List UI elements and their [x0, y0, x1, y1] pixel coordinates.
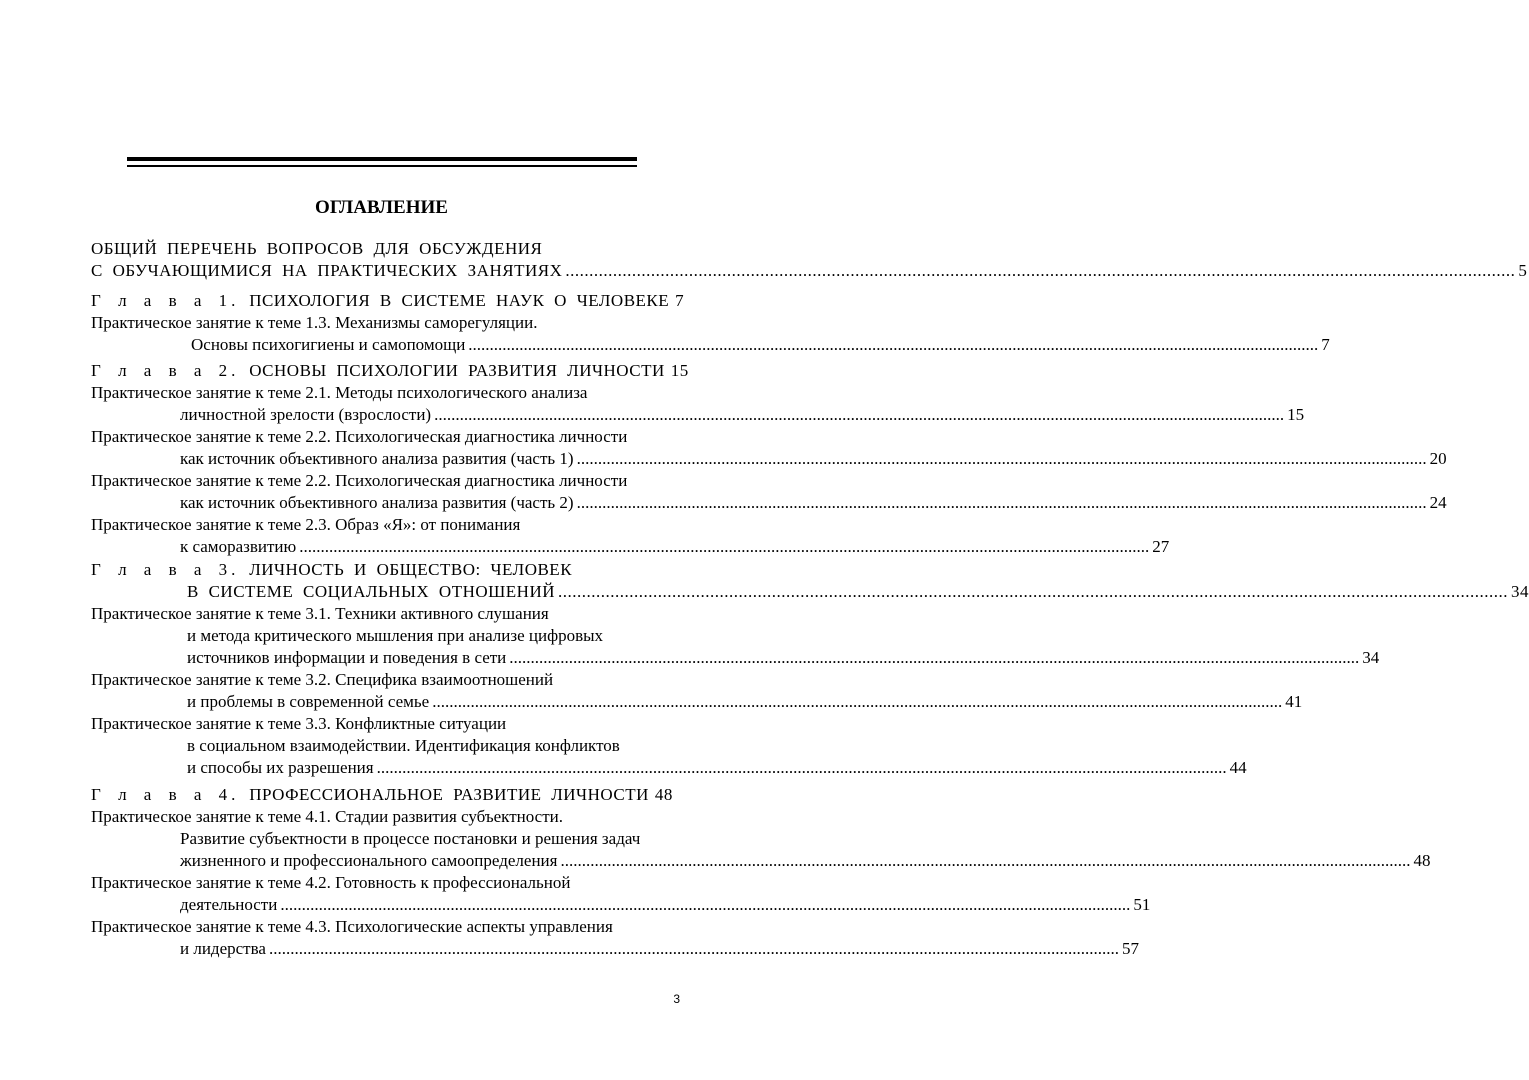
- dot-leader: ........................................................................................................................................................................................................: [576, 449, 1427, 468]
- toc-practice-3-1-cont-2[interactable]: источников информации и поведения в сети ........................................................................................................................................................................................................ 34: [187, 648, 1380, 667]
- toc-chapter-2[interactable]: Г л а в а 2. ОСНОВЫ ПСИХОЛОГИИ РАЗВИТИЯ ЛИЧНОСТИ 15: [91, 361, 689, 380]
- page-ref: 41: [1285, 692, 1303, 711]
- page-ref: 48: [1413, 851, 1431, 870]
- page-number: 3: [673, 992, 680, 1006]
- toc-practice-2-2a: Практическое занятие к теме 2.2. Психологическая диагностика личности: [91, 427, 628, 446]
- dot-leader: ........................................................................................................................................................................................................: [432, 692, 1283, 711]
- dot-leader: ........................................................................................................................................................................................................: [576, 493, 1427, 512]
- toc-chapter-4[interactable]: Г л а в а 4. ПРОФЕССИОНАЛЬНОЕ РАЗВИТИЕ ЛИЧНОСТИ 48: [91, 785, 673, 804]
- page-ref: 20: [1429, 449, 1447, 468]
- toc-practice-4-3: Практическое занятие к теме 4.3. Психологические аспекты управления: [91, 917, 613, 936]
- toc-practice-4-1: Практическое занятие к теме 4.1. Стадии развития субъектности.: [91, 807, 563, 826]
- toc-practice-2-2b-cont[interactable]: как источник объективного анализа развития (часть 2) ........................................................................................................................................................................................................ 24: [180, 493, 1447, 512]
- toc-intro-line-1: ОБЩИЙ ПЕРЕЧЕНЬ ВОПРОСОВ ДЛЯ ОБСУЖДЕНИЯ: [91, 239, 543, 258]
- page-ref: 27: [1152, 537, 1170, 556]
- toc-practice-4-2: Практическое занятие к теме 4.2. Готовность к профессиональной: [91, 873, 571, 892]
- toc-practice-2-3: Практическое занятие к теме 2.3. Образ «Я»: от понимания: [91, 515, 521, 534]
- page-ref: 7: [675, 291, 685, 310]
- page-ref: 7: [1321, 335, 1330, 354]
- toc-chapter-3-cont[interactable]: В СИСТЕМЕ СОЦИАЛЬНЫХ ОТНОШЕНИЙ ........................................................................................................................................................................................................ 34: [187, 582, 1529, 601]
- dot-leader: ........................................................................................................................................................................................................: [268, 939, 1119, 958]
- toc-practice-3-1: Практическое занятие к теме 3.1. Техники активного слушания: [91, 604, 549, 623]
- toc-chapter-3: Г л а в а 3. ЛИЧНОСТЬ И ОБЩЕСТВО: ЧЕЛОВЕК: [91, 560, 573, 579]
- toc-practice-4-2-cont[interactable]: деятельности ........................................................................................................................................................................................................ 51: [180, 895, 1151, 914]
- toc-entry-intro[interactable]: С ОБУЧАЮЩИМИСЯ НА ПРАКТИЧЕСКИХ ЗАНЯТИЯХ ........................................................................................................................................................................................................ 5: [91, 261, 1528, 280]
- toc-practice-2-2a-cont[interactable]: как источник объективного анализа развития (часть 1) ........................................................................................................................................................................................................ 20: [180, 449, 1447, 468]
- toc-practice-3-2: Практическое занятие к теме 3.2. Специфика взаимоотношений: [91, 670, 554, 689]
- toc-practice-2-2b: Практическое занятие к теме 2.2. Психологическая диагностика личности: [91, 471, 628, 490]
- page-ref: 15: [670, 361, 689, 380]
- toc-practice-3-2-cont[interactable]: и проблемы в современной семье ........................................................................................................................................................................................................ 41: [187, 692, 1303, 711]
- page-ref: 48: [654, 785, 673, 804]
- page-ref: 15: [1287, 405, 1305, 424]
- toc-practice-2-1: Практическое занятие к теме 2.1. Методы психологического анализа: [91, 383, 588, 402]
- toc-practice-4-3-cont[interactable]: и лидерства ........................................................................................................................................................................................................ 57: [180, 939, 1139, 958]
- page-ref: 24: [1429, 493, 1447, 512]
- dot-leader: ........................................................................................................................................................................................................: [565, 261, 1516, 280]
- header-rule-thin: [127, 165, 637, 167]
- page-ref: 5: [1518, 261, 1528, 280]
- toc-practice-3-3-cont-1: в социальном взаимодействии. Идентификация конфликтов: [187, 736, 620, 755]
- header-rule-thick: [127, 157, 637, 161]
- toc-practice-3-1-cont-1: и метода критического мышления при анализе цифровых: [187, 626, 604, 645]
- dot-leader: ........................................................................................................................................................................................................: [280, 895, 1131, 914]
- toc-title: ОГЛАВЛЕНИЕ: [315, 197, 448, 218]
- dot-leader: ........................................................................................................................................................................................................: [376, 758, 1227, 777]
- dot-leader: ........................................................................................................................................................................................................: [560, 851, 1411, 870]
- toc-practice-4-1-cont-1: Развитие субъектности в процессе постановки и решения задач: [180, 829, 641, 848]
- dot-leader: ........................................................................................................................................................................................................: [509, 648, 1360, 667]
- toc-practice-3-3: Практическое занятие к теме 3.3. Конфликтные ситуации: [91, 714, 507, 733]
- toc-practice-2-1-cont[interactable]: личностной зрелости (взрослости) ........................................................................................................................................................................................................ 15: [180, 405, 1305, 424]
- toc-practice-2-3-cont[interactable]: к саморазвитию ........................................................................................................................................................................................................ 27: [180, 537, 1170, 556]
- page-ref: 44: [1229, 758, 1247, 777]
- toc-practice-4-1-cont-2[interactable]: жизненного и профессионального самоопределения ........................................................................................................................................................................................................ 48: [180, 851, 1431, 870]
- dot-leader: ........................................................................................................................................................................................................: [468, 335, 1319, 354]
- toc-practice-1-3: Практическое занятие к теме 1.3. Механизмы саморегуляции.: [91, 313, 538, 332]
- toc-chapter-1[interactable]: Г л а в а 1. ПСИХОЛОГИЯ В СИСТЕМЕ НАУК О ЧЕЛОВЕКЕ 7: [91, 291, 685, 310]
- dot-leader: ........................................................................................................................................................................................................: [299, 537, 1150, 556]
- page-ref: 51: [1133, 895, 1151, 914]
- toc-practice-3-3-cont-2[interactable]: и способы их разрешения ........................................................................................................................................................................................................ 44: [187, 758, 1247, 777]
- dot-leader: ........................................................................................................................................................................................................: [558, 582, 1509, 601]
- dot-leader: ........................................................................................................................................................................................................: [434, 405, 1285, 424]
- toc-practice-1-3-cont[interactable]: Основы психогигиены и самопомощи ........................................................................................................................................................................................................ 7: [191, 335, 1330, 354]
- page-ref: 34: [1511, 582, 1529, 601]
- page-ref: 34: [1362, 648, 1380, 667]
- page-ref: 57: [1121, 939, 1139, 958]
